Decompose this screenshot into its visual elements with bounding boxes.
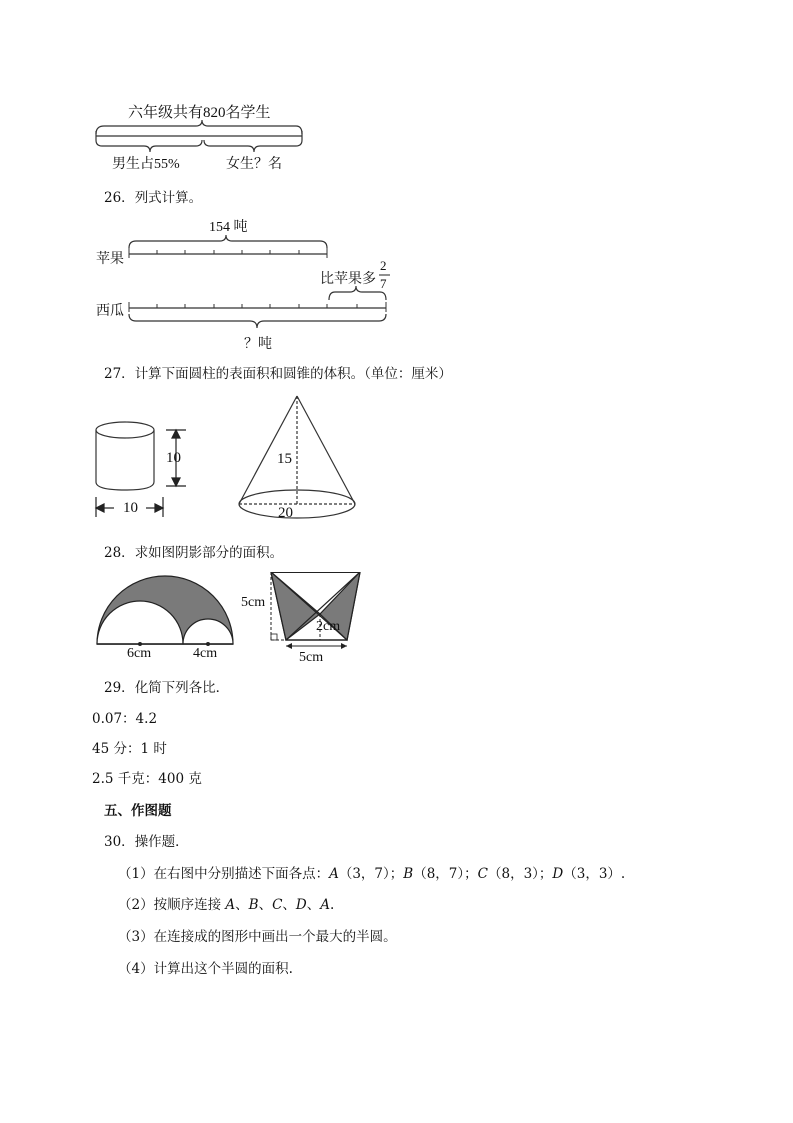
fig25-left-label: 男生占55% (112, 157, 180, 172)
point-b: B (403, 866, 414, 882)
q29-number: 29． (104, 680, 135, 696)
q30-step-1: （1）在右图中分别描述下面各点：A（3，7）；B（8，7）；C（8，3）；D（3，3）. (118, 866, 626, 882)
fig25-top-label: 六年级共有820名学生 (128, 105, 271, 121)
q29-line (104, 676, 229, 696)
q29-item-2: 45 分：1 时 (92, 741, 167, 757)
fig27-cyl-diameter: 10 (123, 500, 138, 516)
semicircle-shape (97, 576, 233, 646)
fig26-apple-total: 154 吨 (209, 220, 248, 235)
point-c: C (477, 866, 488, 882)
q28-text: 求如图阴影部分的面积。 (134, 545, 284, 561)
trapezoid-shape (271, 572, 360, 649)
fig28-shapes (94, 572, 364, 652)
fig26-more-label: 比苹果多 (320, 271, 376, 287)
q30-text: 操作题． (134, 834, 189, 850)
q27-number: 27． (104, 366, 135, 382)
fig26-bars (124, 232, 394, 332)
fig26-frac-num: 2 (380, 258, 387, 273)
fig27-cyl-height: 10 (166, 450, 181, 466)
fig26-melon-total: ？吨 (244, 337, 272, 352)
fig27-cone-height: 15 (277, 451, 292, 467)
q30-step-2: （2）按顺序连接 A、B、C、D、A. (118, 897, 335, 913)
q27-line (104, 362, 452, 382)
fig25-right-label: 女生？名 (226, 157, 282, 172)
fig28-semi-small: 4cm (193, 646, 218, 661)
cylinder-shape (96, 422, 154, 490)
fig28-trap-height: 5cm (241, 595, 266, 610)
q29-item-1: 0.07：4.2 (92, 711, 158, 727)
q29-item-3: 2.5 千克：400 克 (92, 771, 202, 787)
q30-step-4: （4）计算出这个半圆的面积. (118, 961, 293, 977)
q28-line (104, 541, 283, 561)
q29-text: 化简下列各比． (134, 680, 230, 696)
q26-number: 26． (104, 190, 135, 206)
point-d: D (552, 866, 564, 882)
fig28-trap-base: 5cm (299, 650, 324, 665)
fig28-semi-big: 6cm (127, 646, 152, 661)
q30-number: 30． (104, 834, 135, 850)
q26-text: 列式计算。 (134, 190, 203, 206)
q30-step-3: （3）在连接成的图形中画出一个最大的半圆。 (118, 929, 397, 945)
fig25-braces (92, 118, 307, 154)
fig26-apple-label: 苹果 (96, 251, 124, 267)
fig28-trap-small: 2cm (316, 619, 341, 634)
q26-line (104, 186, 202, 206)
q27-text: 计算下面圆柱的表面积和圆锥的体积。（单位：厘米） (134, 366, 452, 382)
fig27-cone-diameter: 20 (278, 505, 293, 521)
section-title: 五、作图题 (104, 803, 172, 819)
cone-shape (239, 396, 355, 518)
q30-line (104, 830, 189, 850)
fig26-frac-den: 7 (380, 276, 387, 291)
q28-number: 28． (104, 545, 135, 561)
point-a: A (329, 866, 339, 882)
fig26-melon-label: 西瓜 (96, 303, 124, 319)
